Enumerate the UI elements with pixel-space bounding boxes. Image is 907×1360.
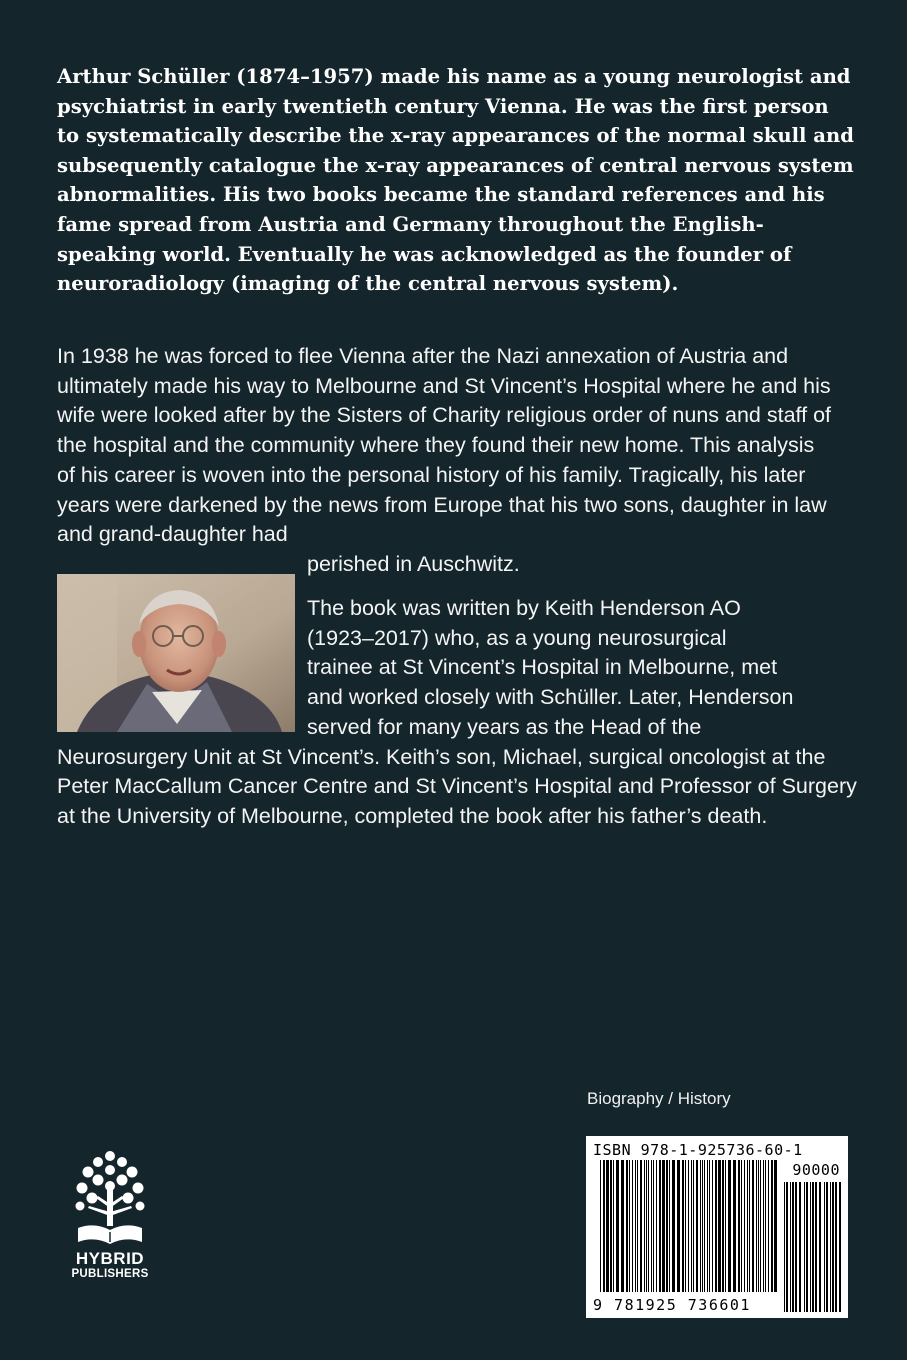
barcode-bars-icon (586, 1136, 848, 1318)
paragraph-3-line: trainee at St Vincent’s Hospital in Melbourne, met (307, 655, 778, 680)
ean-digits: 9 781925 736601 (593, 1296, 751, 1314)
paragraph-2-main: In 1938 he was forced to flee Vienna after the Nazi annexation of Austria and ultimately made his way to Melbourne and St Vincent’s Hospital where he and his wife were looked after by the Sisters of Charity religious order of nuns and staff of the hospital and the community where they found their new home. This analysis of his career is woven into the personal history of his family. Tragically, his later years were darkened by the news from Europe that his two sons, daughter in law and grand-daughter had (57, 344, 831, 547)
publisher-name-line2: PUBLISHERS (71, 1268, 149, 1280)
isbn-barcode (586, 1136, 848, 1318)
blurb-paragraph-2 (57, 342, 837, 580)
paragraph-3-line: (1923–2017) who, as a young neurosurgical (307, 625, 727, 650)
paragraph-3-line: served for many years as the Head of the (307, 714, 702, 739)
blurb-paragraph-3 (57, 594, 857, 832)
paragraph-3-line: The book was written by Keith Henderson AO (307, 596, 741, 620)
publisher-name-line1: HYBRID (75, 1249, 145, 1268)
isbn-text: ISBN 978-1-925736-60-1 (593, 1141, 803, 1159)
paragraph-3-rest: Neurosurgery Unit at St Vincent’s. Keith’s son, Michael, surgical oncologist at the Peter MacCallum Cancer Centre and St Vincent’s Hospital and Professor of Surgery at the University of Melbourne, completed the book after his father’s death. (57, 744, 857, 828)
genre-label: Biography / History (587, 1089, 731, 1108)
blurb-bold-paragraph: Arthur Schüller (1874–1957) made his name as a young neurologist and psychiatrist in early twentieth century Vienna. He was the first person to systematically describe the x-ray appearances of the normal skull and subsequently catalogue the x-ray appearances of central nervous system abnormalities. His two books became the standard references and his fame spread from Austria and Germany throughout the English-speaking world. Eventually he was acknowledged as the founder of neuroradiology (imaging of the central nervous system). (57, 65, 854, 296)
paragraph-3-line: and worked closely with Schüller. Later, Henderson (307, 685, 794, 710)
barcode-addon: 90000 (792, 1161, 840, 1179)
tree-book-icon (68, 1148, 152, 1248)
paragraph-2-end: perished in Auschwitz. (307, 551, 520, 576)
publisher-logo (55, 1148, 165, 1298)
